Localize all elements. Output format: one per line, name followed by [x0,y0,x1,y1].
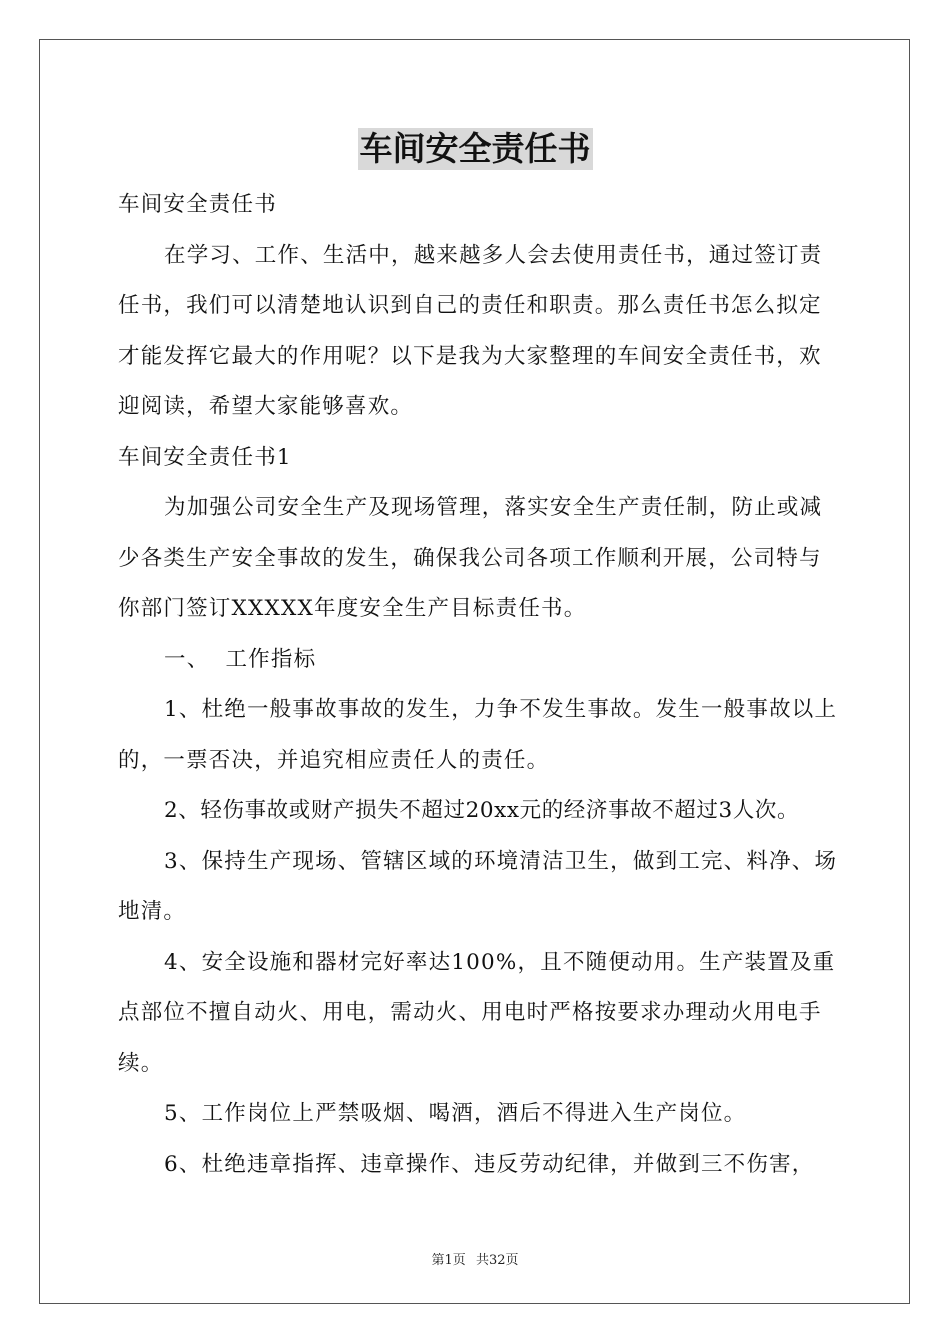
intro-paragraph: 在学习、工作、生活中，越来越多人会去使用责任书，通过签订责任书，我们可以清楚地认识到自己的责任和职责。那么责任书怎么拟定才能发挥它最大的作用呢？以下是我为大家整理的车间安全责任书，欢迎阅读，希望大家能够喜欢。 [118,242,823,419]
document-body [118,180,840,1190]
section-intro-paragraph: 为加强公司安全生产及现场管理，落实安全生产责任制，防止或减少各类生产安全事故的发生，确保我公司各项工作顺利开展，公司特与你部门签订XXXXX年度安全生产目标责任书。 [118,495,823,621]
list-item: 2、轻伤事故或财产损失不超过20xx元的经济事故不超过3人次。 [164,798,800,823]
list-item: 3、保持生产现场、管辖区域的环境清洁卫生，做到工完、料净、场地清。 [118,848,838,924]
list-item: 6、杜绝违章指挥、违章操作、违反劳动纪律，并做到三不伤害， [164,1151,815,1177]
document-title [0,128,950,170]
page-number: 第1页 [431,1253,466,1268]
heading-work-indicators [118,635,840,686]
heading-text: 一、 工作指标 [164,646,317,672]
list-item: 4、安全设施和器材完好率达100%，且不随便动用。生产装置及重点部位不擅自动火、用电，需动火、用电时严格按要求办理动火用电手续。 [118,949,836,1076]
document-subtitle: 车间安全责任书 [118,192,277,217]
page-total: 共32页 [475,1253,519,1268]
page-footer [0,1249,950,1268]
document-title-text: 车间安全责任书 [359,129,591,168]
list-item: 1、杜绝一般事故事故的发生，力争不发生事故。发生一般事故以上的，一票否决，并追究相应责任人的责任。 [118,697,838,773]
section-title: 车间安全责任书1 [118,444,292,470]
list-item: 5、工作岗位上严禁吸烟、喝酒，酒后不得进入生产岗位。 [164,1101,747,1126]
